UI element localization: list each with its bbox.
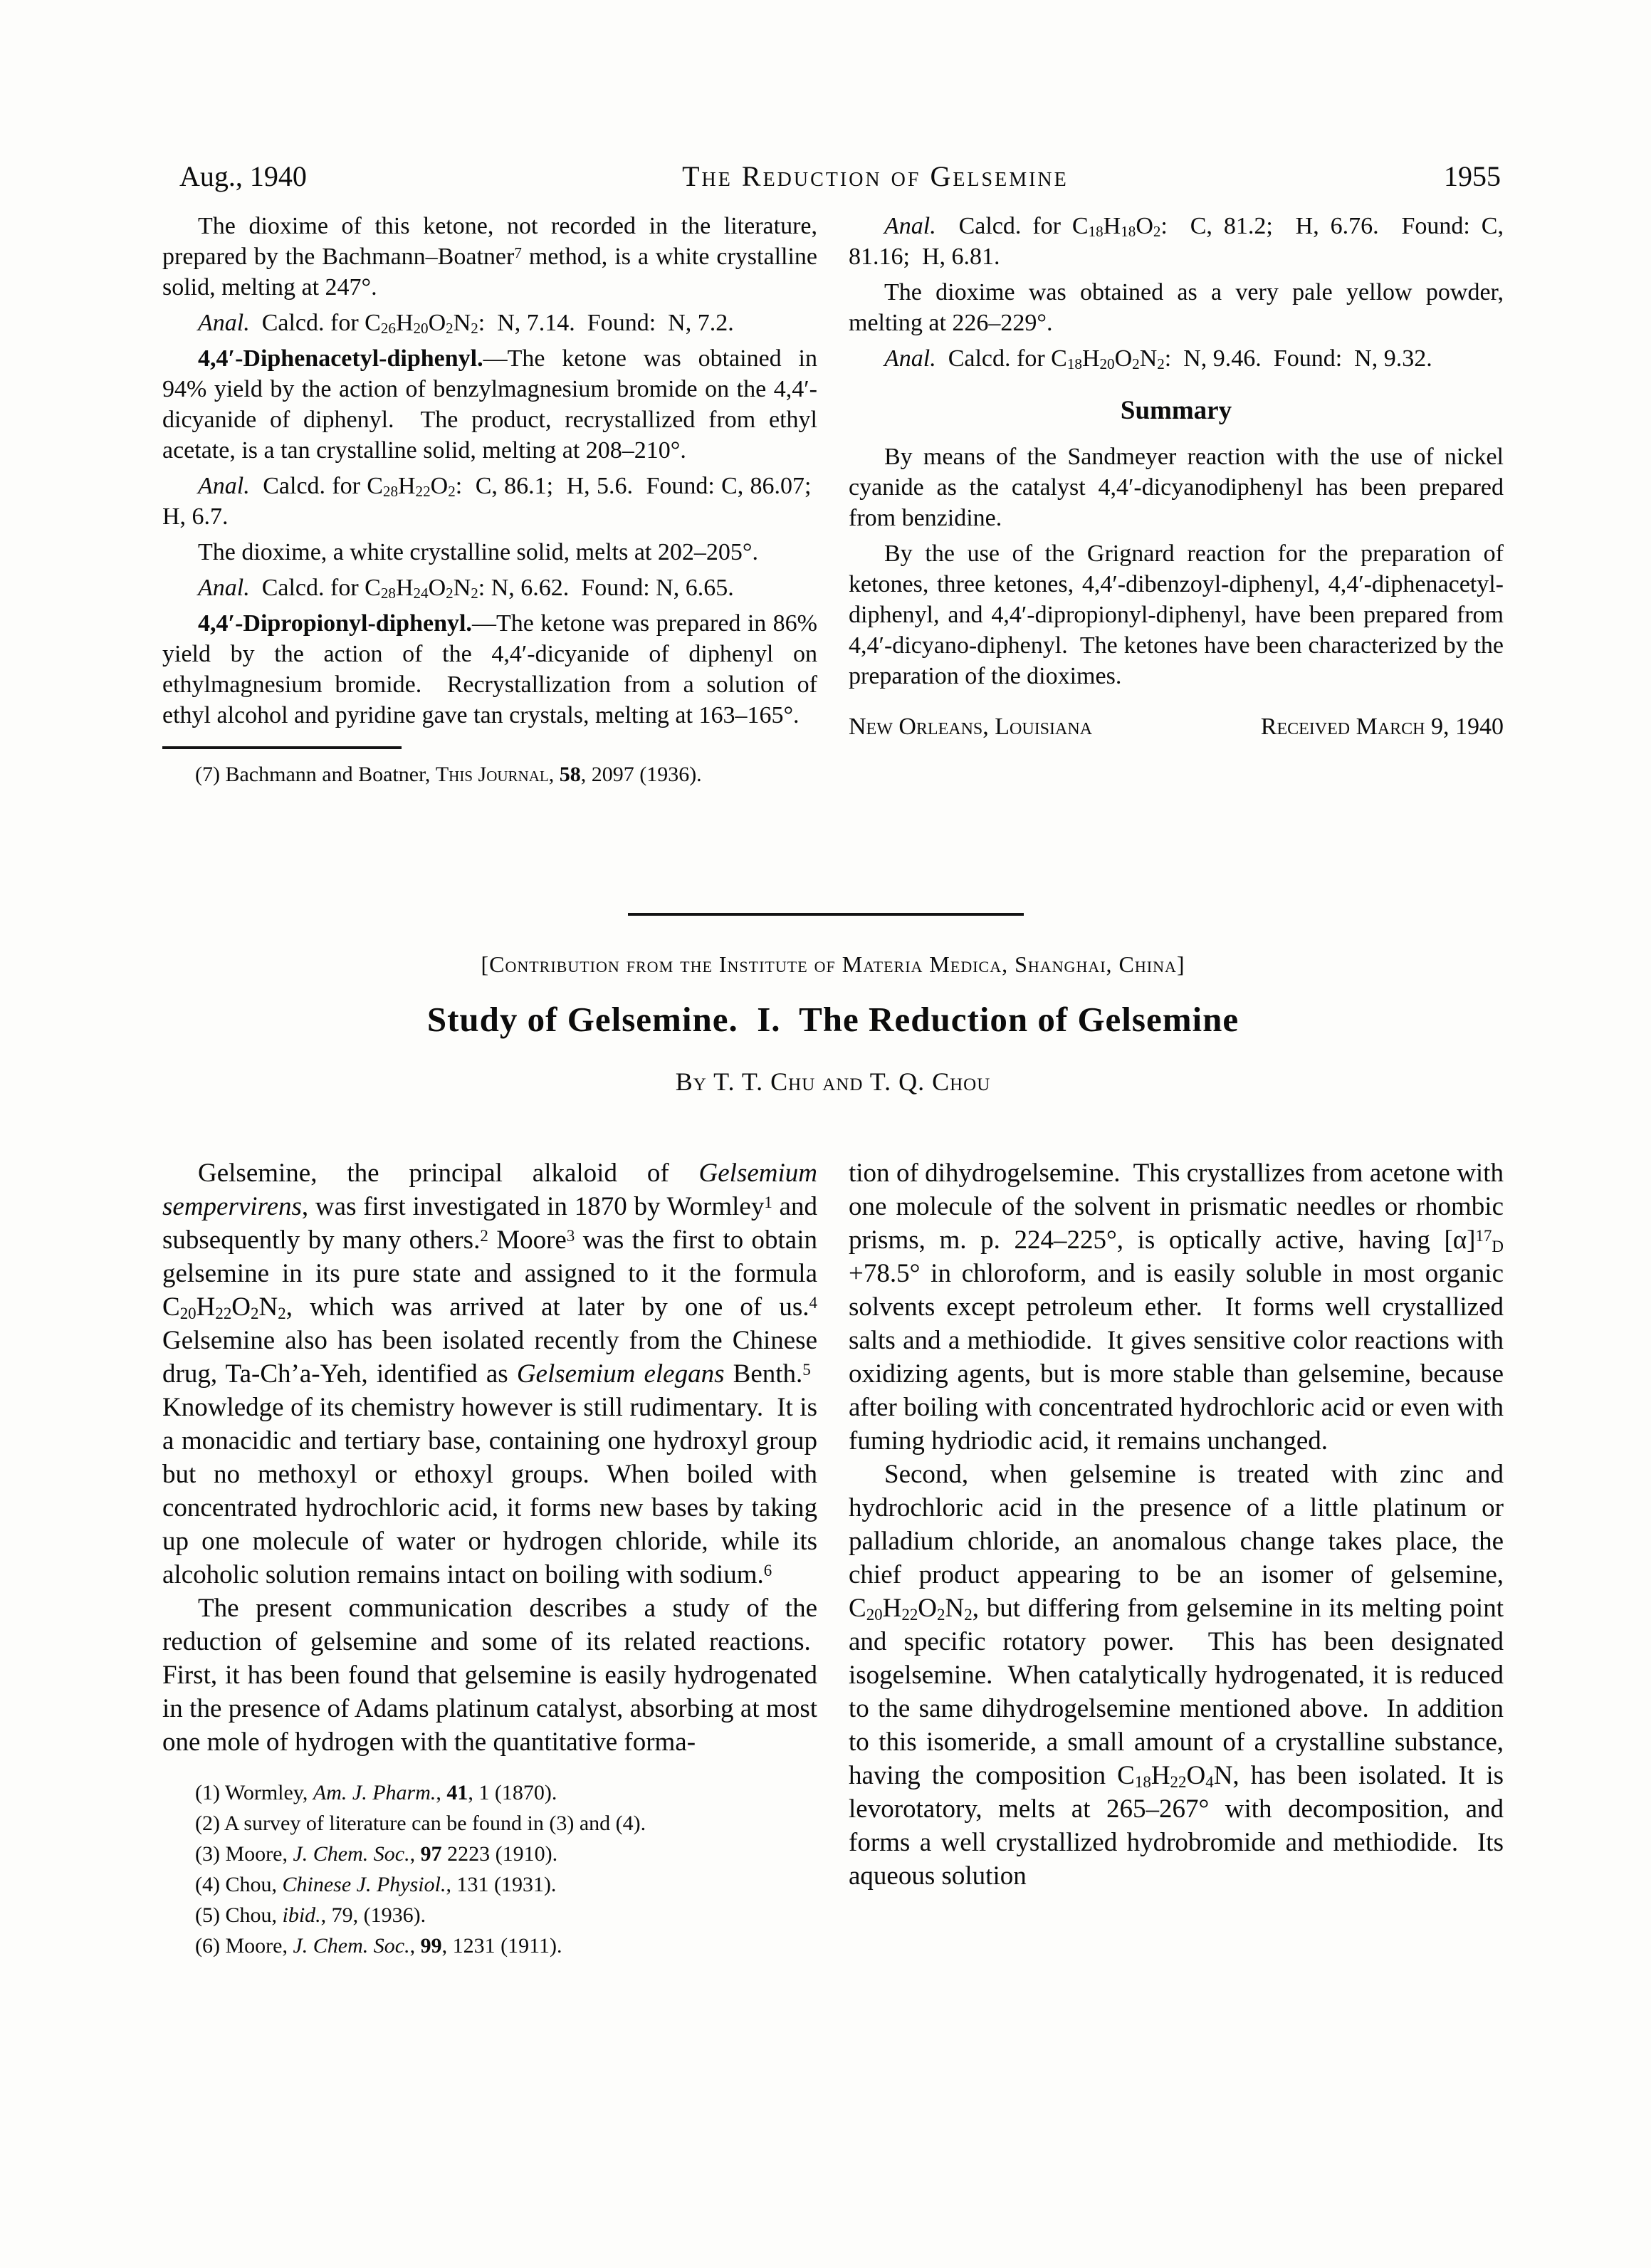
footnotes (162, 1777, 817, 1961)
paragraph: The present communication describes a study of the reduction of gelsemine and some of its related reactions. First, it has been found that gelsemine is easily hydrogenated in the presence of Adams platinum catalyst, absorbing at most one mole of hydrogen with the quantitative forma- (162, 1594, 817, 1757)
issue-date: Aug., 1940 (179, 160, 307, 192)
article-title: Study of Gelsemine. I. The Reduction of Gelsemine (426, 1000, 1239, 1039)
column-left (162, 211, 817, 790)
paragraph: tion of dihydrogelsemine. This crystallizes from acetone with one molecule of the solvent in prismatic needles or rhombic prisms, m. p. 224–225°, is optically active, having $[\alpha]^{17}_D +78.5^\circ$ in chloroform, and is easily soluble in most organic solvents except petroleum ether. It forms well crystallized salts and a methiodide. It gives sensitive color reactions with oxidizing agents, but is more stable than gelsemine, because after boiling with concentrated hydrochloric acid or even with fuming hydriodic acid, it remains unchanged. (849, 1159, 1504, 1456)
footnote-7: (7) Bachmann and Boatner, This Journal, 58, 2097 (1936). (195, 763, 702, 786)
paragraph: Anal. Calcd. for $C_{28}H_{24}O_2N_2$: N, 6.62. Found: N, 6.65. (198, 575, 734, 602)
column-right (849, 211, 1504, 790)
paragraph: Anal. Calcd. for $C_{18}H_{18}O_2$: C, 81.2; H, 6.76. Found: C, 81.16; H, 6.81. (849, 213, 1504, 270)
paragraph: Anal. Calcd. for $C_{26}H_{20}O_2N_2$: N, 7.14. Found: N, 7.2. (198, 310, 734, 338)
article-divider (628, 913, 1024, 916)
column-right (849, 1156, 1504, 1961)
paragraph: 4,4′-Dipropionyl-diphenyl.—The ketone was prepared in 86% yield by the action of the 4,4′-dicyanide of diphenyl on ethylmagnesium bromide. Recrystallization from a solution of ethyl alcohol and pyridine gave tan crystals, melting at 163–165°. (162, 610, 817, 728)
paragraph: Gelsemine, the principal alkaloid of Gelsemium sempervirens, was first investigated in 1870 by Wormley$^1$ and subsequently by many others.$^2$ Moore$^3$ was the first to obtain gelsemine in its pure state and assigned to it the formula $C_{20}H_{22}O_2N_2$, which was arrived at later by one of us.$^4$ Gelsemine also has been isolated recently from the Chinese drug, Ta-Ch’a-Yeh, identified as Gelsemium elegans Benth.$^5$ Knowledge of its chemistry however is still rudimentary. It is a monacidic and tertiary base, containing one hydroxyl group but no methoxyl or ethoxyl groups. When boiled with concentrated hydrochloric acid, it forms new bases by taking up one molecule of water or hydrogen chloride, while its alcoholic solution remains intact on boiling with sodium.$^6$ (162, 1159, 818, 1589)
right-paragraphs (849, 211, 1504, 374)
running-title: The Reduction of Gelsemine (682, 160, 1069, 192)
paragraph: By means of the Sandmeyer reaction with the use of nickel cyanide as the catalyst 4,4′-dicyanodiphenyl has been prepared from benzidine. (849, 444, 1504, 531)
footnote: (6) Moore, J. Chem. Soc., 99, 1231 (1911). (195, 1934, 562, 1958)
signature-row (849, 711, 1504, 742)
paragraph: Anal. Calcd. for $C_{28}H_{22}O_2$: C, 86.1; H, 5.6. Found: C, 86.07; H, 6.7. (162, 473, 817, 530)
footnote: (3) Moore, J. Chem. Soc., 97 2223 (1910). (195, 1842, 558, 1866)
paragraph: By the use of the Grignard reaction for the preparation of ketones, three ketones, 4,4′-dibenzoyl-diphenyl, 4,4′-diphenacetyl-diphenyl, and 4,4′-dipropionyl-diphenyl, have been prepared from 4,4′-dicyano-diphenyl. The ketones have been characterized by the preparation of the dioximes. (849, 540, 1504, 689)
footnote: (1) Wormley, Am. J. Pharm., 41, 1 (1870). (195, 1781, 557, 1804)
running-head (179, 160, 1501, 193)
paragraph: Anal. Calcd. for $C_{18}H_{20}O_2N_2$: N, 9.46. Found: N, 9.32. (884, 345, 1432, 373)
paragraph: The dioxime, a white crystalline solid, melts at 202–205°. (198, 539, 758, 565)
paragraph: The dioxime of this ketone, not recorded in the literature, prepared by the Bachmann–Boatner$^7$ method, is a white crystalline solid, melting at 247°. (162, 213, 818, 301)
page-number: 1955 (1444, 160, 1501, 192)
article-head (162, 951, 1504, 1097)
summary-paragraphs (849, 441, 1504, 691)
place-line: New Orleans, Louisiana (849, 714, 1093, 740)
footnote-rule (162, 746, 402, 749)
byline: By T. T. Chu and T. Q. Chou (675, 1067, 991, 1096)
paragraph: 4,4′-Diphenacetyl-diphenyl.—The ketone was obtained in 94% yield by the action of benzylmagnesium bromide on the 4,4′-dicyanide of diphenyl. The product, recrystallized from ethyl acetate, is a tan crystalline solid, melting at 208–210°. (162, 345, 817, 464)
contribution-line: [Contribution from the Institute of Materia Medica, Shanghai, China] (481, 951, 1185, 977)
left-paragraphs (162, 1156, 817, 1759)
experimental-section (162, 211, 1504, 790)
left-paragraphs (162, 211, 817, 731)
column-left (162, 1156, 817, 1961)
paragraph: The dioxime was obtained as a very pale yellow powder, melting at 226–229°. (849, 279, 1504, 336)
footnote: (5) Chou, ibid., 79, (1936). (195, 1903, 426, 1927)
summary-heading: Summary (1120, 396, 1232, 425)
paragraph: Second, when gelsemine is treated with zinc and hydrochloric acid in the presence of a little platinum or palladium chloride, an anomalous change takes place, the chief product appearing to be an isomer of gelsemine, $C_{20}H_{22}O_2N_2$, but differing from gelsemine in its melting point and specific rotatory power. This has been designated isogelsemine. When catalytically hydrogenated, it is reduced to the same dihydrogelsemine mentioned above. In addition to this isomeride, a small amount of a crystalline substance, having the composition $C_{18}H_{22}O_4N$, has been isolated. It is levorotatory, melts at 265–267° with decomposition, and forms a well crystallized hydrobromide and methiodide. Its aqueous solution (849, 1460, 1504, 1891)
footnote: (4) Chou, Chinese J. Physiol., 131 (1931). (195, 1873, 557, 1896)
right-paragraphs (849, 1156, 1504, 1893)
article-body (162, 1156, 1504, 1961)
footnote: (2) A survey of literature can be found in (3) and (4). (195, 1812, 646, 1835)
received-line: Received March 9, 1940 (1260, 714, 1504, 740)
